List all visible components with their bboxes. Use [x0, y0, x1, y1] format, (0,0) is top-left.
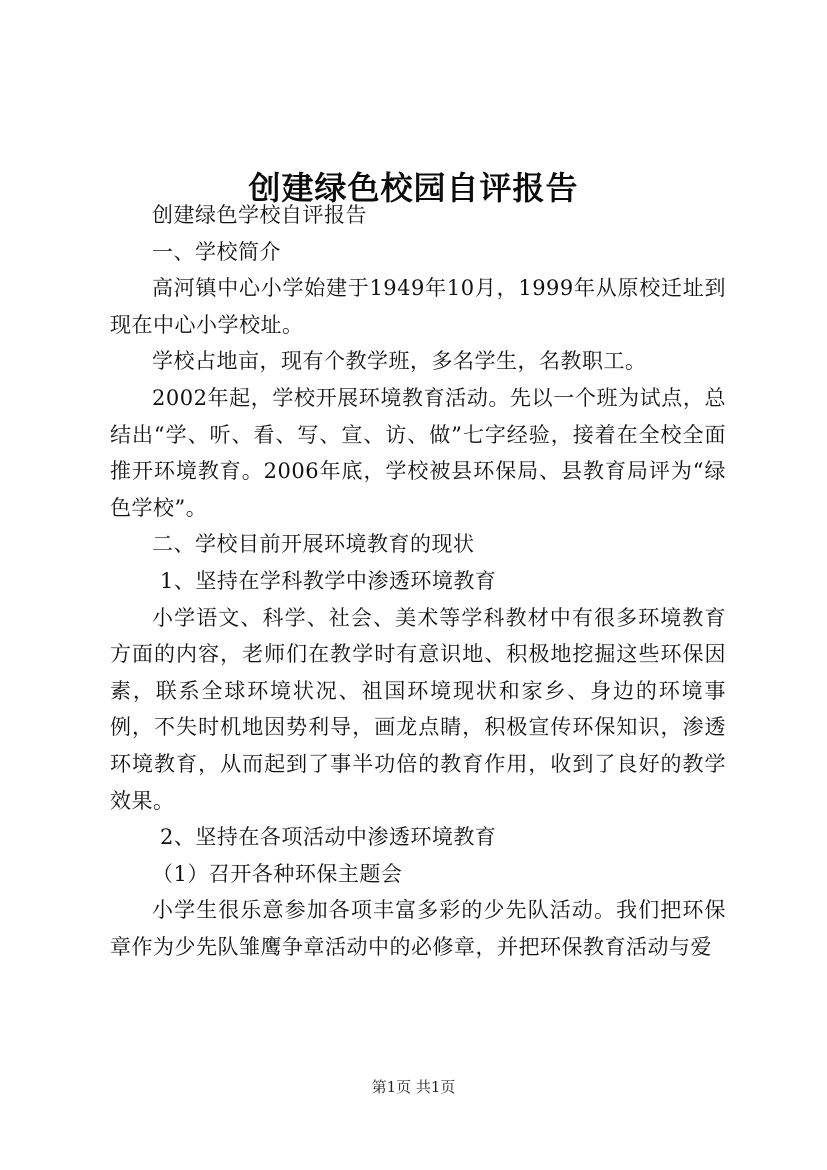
document-body [110, 197, 726, 965]
page-footer: 第1页 共1页 [371, 1078, 456, 1096]
paragraph-young-pioneers: 小学生很乐意参加各项丰富多彩的少先队活动。我们把环保章作为少先队雏鹰争章活动中的必修章，并把环保教育活动与爱 [110, 898, 726, 959]
paragraph-environment-activities: 2002年起，学校开展环境教育活动。先以一个班为试点，总结出“学、听、看、写、宣、访、做”七字经验，接着在全校全面推开环境教育。2006年底，学校被县环保局、县教育局评为“绿色学校”。 [110, 385, 726, 520]
paragraph-school-history: 高河镇中心小学始建于1949年10月，1999年从原校迁址到现在中心小学校址。 [110, 276, 726, 337]
paragraph-subject-teaching: 小学语文、科学、社会、美术等学科教材中有很多环境教育方面的内容，老师们在教学时有意识地、积极地挖掘这些环保因素，联系全球环境状况、祖国环境现状和家乡、身边的环境事例，不失时机地因势利导，画龙点睛，积极宣传环保知识，渗透环境教育，从而起到了事半功倍的教育作用，收到了良好的教学效果。 [110, 605, 726, 813]
subheading-subject-teaching: 1、坚持在学科教学中渗透环境教育 [160, 568, 497, 593]
subheading-activities: 2、坚持在各项活动中渗透环境教育 [160, 825, 497, 850]
section-heading-school-intro: 一、学校简介 [152, 239, 281, 264]
document-title: 创建绿色校园自评报告 [248, 169, 579, 208]
paragraph-school-size: 学校占地亩，现有个教学班，多名学生，名教职工。 [152, 349, 647, 374]
subheading-theme-meetings: （1）召开各种环保主题会 [152, 861, 403, 886]
section-heading-current-status: 二、学校目前开展环境教育的现状 [152, 532, 475, 557]
paragraph-subtitle: 创建绿色学校自评报告 [152, 203, 367, 227]
